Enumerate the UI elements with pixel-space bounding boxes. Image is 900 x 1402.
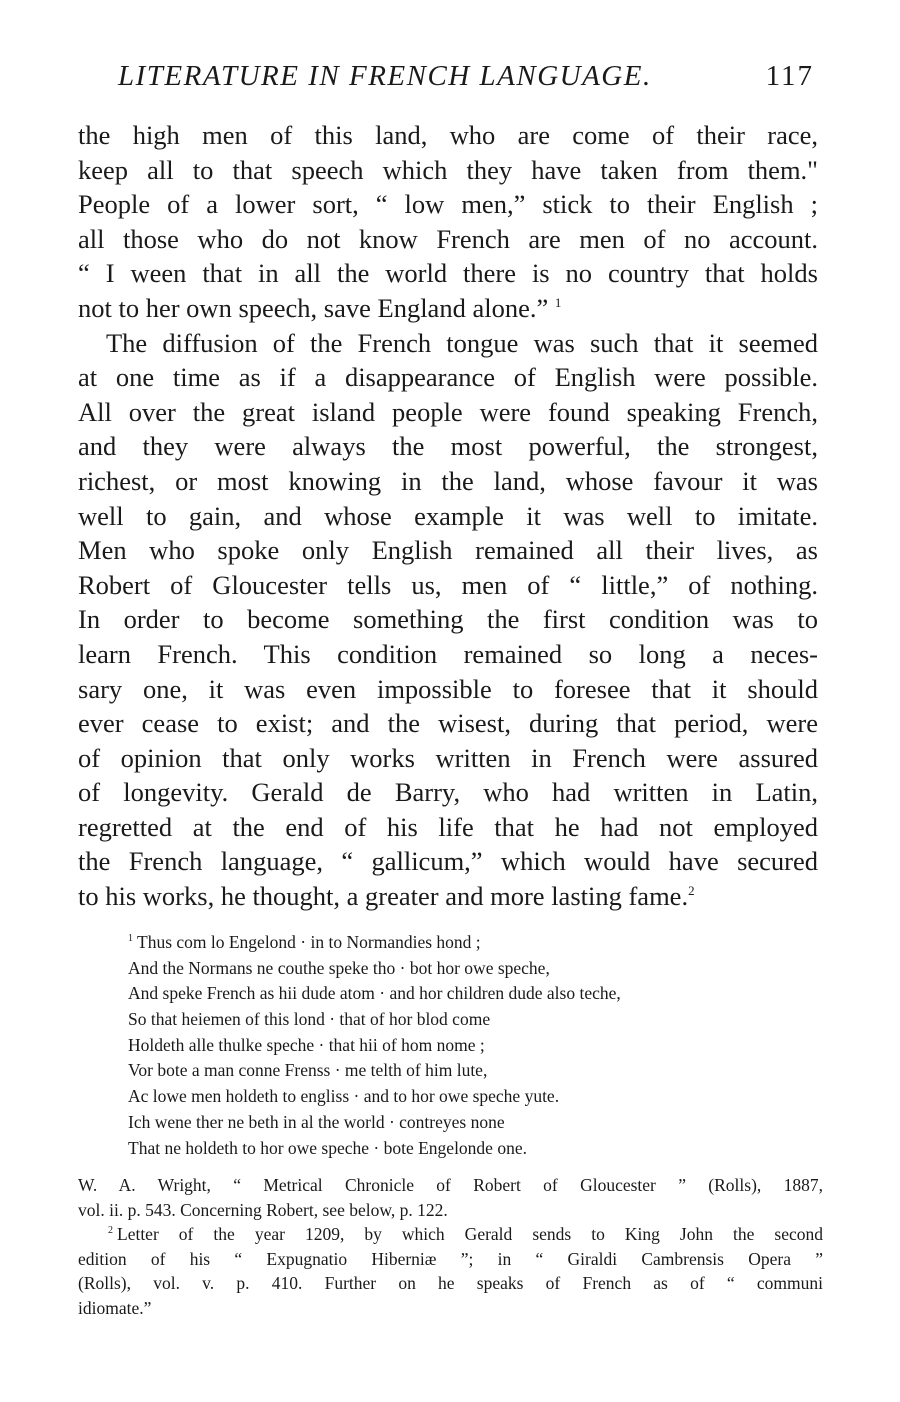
footnote-line: $^2$ Letter of the year 1209, by which Gerald sends to King John the second: [108, 1224, 823, 1245]
text-line: of longevity. Gerald de Barry, who had written in Latin,: [78, 777, 818, 808]
text-line: People of a lower sort, “ low men,” stick to their English ;: [78, 189, 818, 220]
body-text: [78, 118, 818, 914]
verse-line: And speke French as hii dude atom · and hor children dude also teche,: [128, 983, 621, 1004]
verse-line: Ich wene ther ne beth in al the world · contreyes none: [128, 1111, 505, 1132]
text-line: All over the great island people were found speaking French,: [78, 396, 818, 427]
text-line: learn French. This condition remained so long a neces-: [78, 638, 818, 669]
text-line: well to gain, and whose example it was well to imitate.: [78, 500, 818, 531]
verse-line: And the Normans ne couthe speke tho · bot hor owe speche,: [128, 957, 550, 978]
text-line: Robert of Gloucester tells us, men of “ little,” of nothing.: [78, 569, 818, 600]
text-line: keep all to that speech which they have taken from them.": [78, 154, 818, 185]
footnote-line: vol. ii. p. 543. Concerning Robert, see below, p. 122.: [78, 1199, 448, 1220]
verse-line: $^1$ Thus com lo Engelond · in to Normandies hond ;: [128, 932, 481, 952]
text-line: “ I ween that in all the world there is no country that holds: [78, 258, 818, 289]
footnote-line: edition of his “ Expugnatio Hiberniæ ”; in “ Giraldi Cambrensis Opera ”: [78, 1248, 823, 1269]
footnote-2-mark: 2: [108, 1225, 113, 1237]
footnote-1-verse: [128, 930, 823, 1161]
running-title: LITERATURE IN FRENCH LANGUAGE.: [118, 60, 652, 92]
text-line: Men who spoke only English remained all their lives, as: [78, 535, 818, 566]
footnote-1-source: [78, 1173, 823, 1320]
page-header: [118, 60, 818, 100]
verse-line: Holdeth alle thulke speche · that hii of hom nome ;: [128, 1034, 485, 1055]
page-number: 117: [765, 60, 814, 92]
text-line: The diffusion of the French tongue was such that it seemed: [106, 327, 818, 358]
footnote-reference-2: 2: [688, 883, 695, 899]
text-line: the high men of this land, who are come of their race,: [78, 120, 818, 150]
text-line: regretted at the end of his life that he had not employed: [78, 811, 818, 842]
text-line: the French language, “ gallicum,” which would have secured: [78, 846, 818, 877]
text-line: and they were always the most powerful, the strongest,: [78, 431, 818, 462]
verse-line: So that heiemen of this lond · that of hor blod come: [128, 1009, 491, 1030]
text-line: of opinion that only works written in French were assured: [78, 742, 818, 773]
text-line: all those who do not know French are men of no account.: [78, 223, 818, 254]
footnote-line: W. A. Wright, “ Metrical Chronicle of Robert of Gloucester ” (Rolls), 1887,: [78, 1175, 823, 1196]
text-line: not to her own speech, save England alone.” $^1$: [78, 292, 562, 323]
verse-line: Ac lowe men holdeth to engliss · and to hor owe speche yute.: [128, 1086, 560, 1107]
verse-line: That ne holdeth to hor owe speche · bote Engelonde one.: [128, 1137, 527, 1158]
footnote-reference-1: 1: [554, 295, 562, 311]
verse-line: Vor bote a man conne Frenss · me telth of him lute,: [128, 1060, 488, 1081]
text-line: richest, or most knowing in the land, whose favour it was: [78, 465, 818, 496]
text-line: to his works, he thought, a greater and more lasting fame.$^2$: [78, 881, 695, 912]
footnote-line: idiomate.”: [78, 1297, 152, 1318]
text-line: at one time as if a disappearance of English were possible.: [78, 362, 818, 393]
text-line: In order to become something the first condition was to: [78, 604, 818, 635]
text-line: ever cease to exist; and the wisest, during that period, were: [78, 708, 818, 739]
footnote-1-mark: 1: [128, 933, 133, 945]
footnotes: [78, 930, 823, 1320]
footnote-line: (Rolls), vol. v. p. 410. Further on he speaks of French as of “ communi: [78, 1273, 823, 1294]
text-line: sary one, it was even impossible to foresee that it should: [78, 673, 818, 704]
